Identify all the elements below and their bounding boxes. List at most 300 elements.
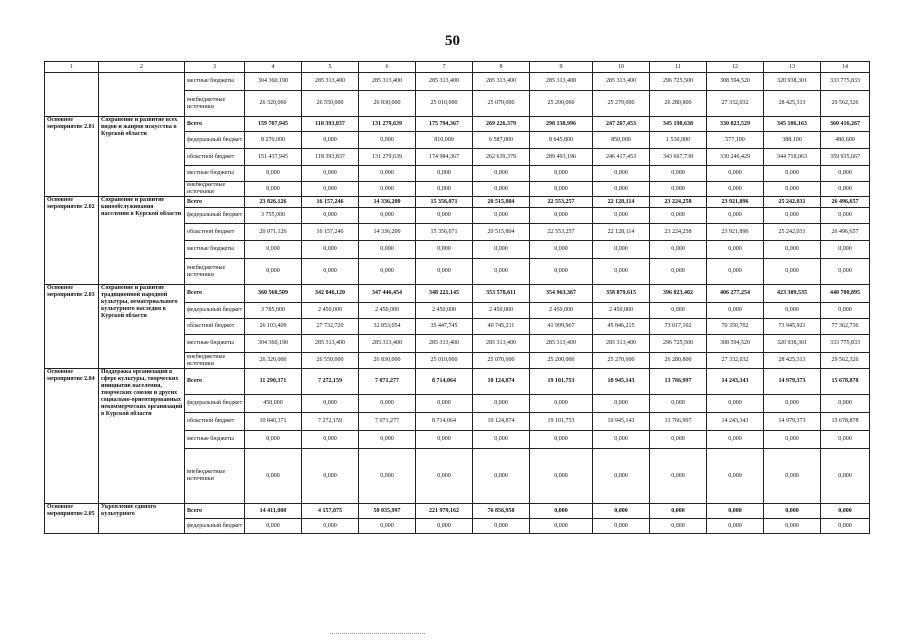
amount-cell: 14 979,373 — [764, 413, 821, 431]
amount-cell: 0,000 — [245, 241, 302, 259]
amount-cell: 2 450,000 — [593, 303, 650, 319]
amount-cell: 0,000 — [707, 519, 764, 534]
amount-cell: 0,000 — [707, 395, 764, 413]
column-header: 13 — [764, 62, 821, 73]
amount-cell: 7 071,277 — [359, 369, 416, 395]
amount-cell: 13 766,997 — [650, 369, 707, 395]
amount-cell: 0,000 — [530, 431, 593, 449]
budget-table — [44, 61, 870, 534]
funding-source-label: Всего — [185, 369, 245, 395]
amount-cell: 73 945,921 — [764, 319, 821, 335]
amount-cell: 7 272,159 — [302, 369, 359, 395]
activity-title: Сохранение и развитие кинообслуживания населения в Курской области — [99, 197, 185, 285]
amount-cell: 0,000 — [593, 449, 650, 504]
amount-cell: 0,000 — [821, 259, 870, 285]
funding-source-label: внебюджетные источники — [185, 259, 245, 285]
amount-cell: 45 846,215 — [593, 319, 650, 335]
amount-cell: 577,100 — [707, 132, 764, 149]
amount-cell: 23 921,896 — [707, 197, 764, 208]
amount-cell: 2 450,000 — [530, 303, 593, 319]
amount-cell: 0,000 — [821, 303, 870, 319]
amount-cell: 22 128,114 — [593, 197, 650, 208]
amount-cell: 0,000 — [473, 259, 530, 285]
column-header: 3 — [185, 62, 245, 73]
amount-cell: 269 226,379 — [473, 117, 530, 132]
amount-cell: 20 515,804 — [473, 197, 530, 208]
amount-cell: 0,000 — [593, 259, 650, 285]
amount-cell: 26 550,000 — [302, 91, 359, 117]
funding-source-label: федеральный бюджет — [185, 132, 245, 149]
amount-cell: 850,000 — [593, 132, 650, 149]
amount-cell: 285 313,400 — [416, 335, 473, 353]
amount-cell: 6 587,000 — [473, 132, 530, 149]
amount-cell: 0,000 — [245, 519, 302, 534]
activity-code: Основное мероприятие 2.04 — [45, 369, 99, 504]
amount-cell: 0,000 — [530, 449, 593, 504]
amount-cell: 0,000 — [530, 504, 593, 519]
amount-cell: 0,000 — [473, 449, 530, 504]
amount-cell: 25 270,000 — [593, 91, 650, 117]
amount-cell: 0,000 — [302, 519, 359, 534]
amount-cell: 0,000 — [707, 504, 764, 519]
table-row — [45, 73, 870, 91]
amount-cell: 0,000 — [359, 519, 416, 534]
amount-cell: 0,000 — [302, 166, 359, 182]
amount-cell: 14 336,200 — [359, 224, 416, 241]
activity-title: Сохранение и развитие всех видов и жанров искусства в Курской области — [99, 117, 185, 197]
amount-cell: 0,000 — [764, 519, 821, 534]
funding-source-label: внебюджетные источники — [185, 91, 245, 117]
footer-mark — [330, 633, 425, 636]
amount-cell: 0,000 — [593, 182, 650, 197]
funding-source-label: областной бюджет — [185, 319, 245, 335]
amount-cell: 0,000 — [245, 166, 302, 182]
amount-cell: 296 725,500 — [650, 335, 707, 353]
amount-cell: 0,000 — [473, 431, 530, 449]
amount-cell: 246 417,453 — [593, 149, 650, 166]
amount-cell: 0,000 — [821, 449, 870, 504]
amount-cell: 25 010,000 — [416, 91, 473, 117]
amount-cell: 345 198,638 — [650, 117, 707, 132]
table-row — [45, 504, 870, 519]
amount-cell: 151 437,945 — [245, 149, 302, 166]
amount-cell: 1 530,900 — [650, 132, 707, 149]
amount-cell: 0,000 — [707, 166, 764, 182]
amount-cell: 0,000 — [593, 395, 650, 413]
amount-cell: 247 267,453 — [593, 117, 650, 132]
amount-cell: 343 667,738 — [650, 149, 707, 166]
amount-cell: 0,000 — [593, 166, 650, 182]
amount-cell: 0,000 — [764, 259, 821, 285]
amount-cell: 76 856,958 — [473, 504, 530, 519]
amount-cell: 0,000 — [473, 241, 530, 259]
amount-cell: 131 279,639 — [359, 149, 416, 166]
amount-cell: 360 416,267 — [821, 117, 870, 132]
amount-cell: 0,000 — [821, 182, 870, 197]
column-header: 4 — [245, 62, 302, 73]
column-number-row — [45, 62, 870, 73]
funding-source-label: областной бюджет — [185, 413, 245, 431]
amount-cell: 16 157,246 — [302, 197, 359, 208]
column-header: 2 — [99, 62, 185, 73]
amount-cell: 0,000 — [359, 166, 416, 182]
table-row — [45, 117, 870, 132]
amount-cell: 0,000 — [593, 208, 650, 224]
amount-cell: 0,000 — [821, 208, 870, 224]
column-header: 12 — [707, 62, 764, 73]
activity-title — [99, 73, 185, 117]
amount-cell: 0,000 — [650, 166, 707, 182]
amount-cell: 0,000 — [593, 241, 650, 259]
amount-cell: 0,000 — [416, 395, 473, 413]
amount-cell: 0,000 — [530, 395, 593, 413]
amount-cell: 0,000 — [764, 182, 821, 197]
funding-source-label: местные бюджеты — [185, 73, 245, 91]
page-number: 50 — [445, 33, 460, 49]
amount-cell: 0,000 — [245, 259, 302, 285]
amount-cell: 0,000 — [821, 504, 870, 519]
amount-cell: 118 393,837 — [302, 117, 359, 132]
amount-cell: 0,000 — [473, 166, 530, 182]
amount-cell: 320 938,301 — [764, 335, 821, 353]
amount-cell: 0,000 — [302, 431, 359, 449]
amount-cell: 0,000 — [821, 166, 870, 182]
amount-cell: 73 017,102 — [650, 319, 707, 335]
amount-cell: 285 313,400 — [302, 73, 359, 91]
funding-source-label: федеральный бюджет — [185, 395, 245, 413]
amount-cell: 0,000 — [764, 449, 821, 504]
amount-cell: 0,000 — [821, 395, 870, 413]
amount-cell: 131 279,639 — [359, 117, 416, 132]
amount-cell: 0,000 — [245, 182, 302, 197]
amount-cell: 14 979,373 — [764, 369, 821, 395]
amount-cell: 19 101,753 — [530, 413, 593, 431]
funding-source-label: федеральный бюджет — [185, 208, 245, 224]
amount-cell: 0,000 — [593, 504, 650, 519]
amount-cell: 20 515,804 — [473, 224, 530, 241]
amount-cell: 2 450,000 — [302, 303, 359, 319]
amount-cell: 358 879,615 — [593, 285, 650, 303]
amount-cell: 23 224,258 — [650, 197, 707, 208]
funding-source-label: Всего — [185, 117, 245, 132]
amount-cell: 26 496,657 — [821, 197, 870, 208]
activity-code: Основное мероприятие 2.02 — [45, 197, 99, 285]
amount-cell: 0,000 — [707, 303, 764, 319]
amount-cell: 0,000 — [650, 182, 707, 197]
activity-code: Основное мероприятие 2.03 — [45, 285, 99, 369]
amount-cell: 285 313,400 — [473, 73, 530, 91]
amount-cell: 0,000 — [764, 395, 821, 413]
amount-cell: 285 313,400 — [416, 73, 473, 91]
amount-cell: 0,000 — [764, 431, 821, 449]
amount-cell: 26 830,000 — [359, 353, 416, 369]
activity-title: Поддержка организаций в сфере культуры, творческих инициатив населения, творческих союзов и других социально-ориентированных некоммерческих организаций в Курской области — [99, 369, 185, 504]
amount-cell: 285 313,400 — [302, 335, 359, 353]
amount-cell: 330 823,529 — [707, 117, 764, 132]
funding-source-label: внебюджетные источники — [185, 353, 245, 369]
activity-code: Основное мероприятие 2.01 — [45, 117, 99, 197]
amount-cell: 4 157,875 — [302, 504, 359, 519]
amount-cell: 0,000 — [650, 504, 707, 519]
amount-cell: 29 562,326 — [821, 353, 870, 369]
funding-source-label: областной бюджет — [185, 149, 245, 166]
amount-cell: 2 450,000 — [473, 303, 530, 319]
amount-cell: 0,000 — [359, 449, 416, 504]
amount-cell: 308 594,520 — [707, 73, 764, 91]
amount-cell: 0,000 — [650, 303, 707, 319]
amount-cell: 26 320,000 — [245, 91, 302, 117]
amount-cell: 285 313,400 — [530, 73, 593, 91]
amount-cell: 423 309,535 — [764, 285, 821, 303]
amount-cell: 388,100 — [764, 132, 821, 149]
amount-cell: 296 725,500 — [650, 73, 707, 91]
amount-cell: 396 023,402 — [650, 285, 707, 303]
amount-cell: 0,000 — [416, 166, 473, 182]
amount-cell: 29 562,326 — [821, 91, 870, 117]
amount-cell: 25 070,000 — [473, 91, 530, 117]
amount-cell: 0,000 — [530, 182, 593, 197]
funding-source-label: местные бюджеты — [185, 241, 245, 259]
amount-cell: 25 200,000 — [530, 91, 593, 117]
amount-cell: 0,000 — [530, 208, 593, 224]
activity-code: Основное мероприятие 2.05 — [45, 504, 99, 534]
amount-cell: 27 332,032 — [707, 353, 764, 369]
funding-source-label: Всего — [185, 504, 245, 519]
column-header: 5 — [302, 62, 359, 73]
amount-cell: 0,000 — [416, 208, 473, 224]
amount-cell: 0,000 — [359, 182, 416, 197]
column-header: 11 — [650, 62, 707, 73]
amount-cell: 333 775,833 — [821, 335, 870, 353]
amount-cell: 262 639,379 — [473, 149, 530, 166]
amount-cell: 19 101,753 — [530, 369, 593, 395]
amount-cell: 23 826,126 — [245, 197, 302, 208]
amount-cell: 0,000 — [764, 241, 821, 259]
activity-title: Укрепление единого культурного — [99, 504, 185, 534]
amount-cell: 308 594,520 — [707, 335, 764, 353]
amount-cell: 10 945,143 — [593, 413, 650, 431]
amount-cell: 0,000 — [416, 241, 473, 259]
amount-cell: 0,000 — [530, 519, 593, 534]
amount-cell: 0,000 — [359, 132, 416, 149]
amount-cell: 320 938,301 — [764, 73, 821, 91]
amount-cell: 23 224,258 — [650, 224, 707, 241]
amount-cell: 0,000 — [764, 504, 821, 519]
amount-cell: 304 360,190 — [245, 73, 302, 91]
activity-code — [45, 73, 99, 117]
amount-cell: 13 766,997 — [650, 413, 707, 431]
amount-cell: 0,000 — [707, 182, 764, 197]
amount-cell: 285 313,400 — [473, 335, 530, 353]
amount-cell: 22 553,257 — [530, 224, 593, 241]
amount-cell: 26 830,000 — [359, 91, 416, 117]
amount-cell: 11 290,371 — [245, 369, 302, 395]
amount-cell: 26 496,657 — [821, 224, 870, 241]
column-header: 8 — [473, 62, 530, 73]
amount-cell: 8 645,800 — [530, 132, 593, 149]
funding-source-label: внебюджетные источники — [185, 182, 245, 197]
amount-cell: 26 280,800 — [650, 353, 707, 369]
amount-cell: 14 336,200 — [359, 197, 416, 208]
amount-cell: 7 071,277 — [359, 413, 416, 431]
amount-cell: 0,000 — [473, 395, 530, 413]
amount-cell: 345 106,163 — [764, 117, 821, 132]
amount-cell: 0,000 — [707, 241, 764, 259]
amount-cell: 0,000 — [821, 241, 870, 259]
amount-cell: 23 921,896 — [707, 224, 764, 241]
amount-cell: 342 046,120 — [302, 285, 359, 303]
amount-cell: 285 313,400 — [359, 335, 416, 353]
amount-cell: 14 243,343 — [707, 413, 764, 431]
amount-cell: 10 124,874 — [473, 413, 530, 431]
amount-cell: 25 242,031 — [764, 224, 821, 241]
amount-cell: 0,000 — [416, 519, 473, 534]
amount-cell: 353 578,611 — [473, 285, 530, 303]
amount-cell: 0,000 — [359, 208, 416, 224]
amount-cell: 7 272,159 — [302, 413, 359, 431]
amount-cell: 50 035,997 — [359, 504, 416, 519]
amount-cell: 25 270,000 — [593, 353, 650, 369]
amount-cell: 27 332,032 — [707, 91, 764, 117]
amount-cell: 15 356,071 — [416, 224, 473, 241]
amount-cell: 359 935,667 — [821, 149, 870, 166]
funding-source-label: областной бюджет — [185, 224, 245, 241]
amount-cell: 221 979,162 — [416, 504, 473, 519]
amount-cell: 27 732,720 — [302, 319, 359, 335]
amount-cell: 2 450,000 — [416, 303, 473, 319]
amount-cell: 26 550,000 — [302, 353, 359, 369]
funding-source-label: местные бюджеты — [185, 166, 245, 182]
amount-cell: 35 447,745 — [416, 319, 473, 335]
amount-cell: 0,000 — [302, 241, 359, 259]
amount-cell: 41 999,967 — [530, 319, 593, 335]
amount-cell: 0,000 — [764, 208, 821, 224]
amount-cell: 28 425,313 — [764, 353, 821, 369]
amount-cell: 40 745,211 — [473, 319, 530, 335]
amount-cell: 480,600 — [821, 132, 870, 149]
amount-cell: 20 071,126 — [245, 224, 302, 241]
amount-cell: 0,000 — [530, 241, 593, 259]
activity-title: Сохранение и развитие традиционной народной культуры, нематериального культурного наследия в Курской области — [99, 285, 185, 369]
amount-cell: 298 138,996 — [530, 117, 593, 132]
amount-cell: 15 356,071 — [416, 197, 473, 208]
amount-cell: 16 157,246 — [302, 224, 359, 241]
funding-source-label: федеральный бюджет — [185, 303, 245, 319]
amount-cell: 25 242,031 — [764, 197, 821, 208]
amount-cell: 0,000 — [650, 431, 707, 449]
amount-cell: 289 493,196 — [530, 149, 593, 166]
amount-cell: 159 707,945 — [245, 117, 302, 132]
amount-cell: 0,000 — [359, 241, 416, 259]
amount-cell: 0,000 — [650, 449, 707, 504]
amount-cell: 10 840,371 — [245, 413, 302, 431]
funding-source-label: Всего — [185, 285, 245, 303]
amount-cell: 22 128,114 — [593, 224, 650, 241]
funding-source-label: Всего — [185, 197, 245, 208]
column-header: 14 — [821, 62, 870, 73]
funding-source-label: местные бюджеты — [185, 335, 245, 353]
amount-cell: 0,000 — [650, 395, 707, 413]
column-header: 1 — [45, 62, 99, 73]
amount-cell: 0,000 — [473, 208, 530, 224]
amount-cell: 0,000 — [593, 431, 650, 449]
amount-cell: 25 200,000 — [530, 353, 593, 369]
amount-cell: 347 446,454 — [359, 285, 416, 303]
amount-cell: 26 280,800 — [650, 91, 707, 117]
amount-cell: 14 243,343 — [707, 369, 764, 395]
amount-cell: 28 425,313 — [764, 91, 821, 117]
table-body — [45, 73, 870, 534]
amount-cell: 14 411,000 — [245, 504, 302, 519]
amount-cell: 10 124,874 — [473, 369, 530, 395]
amount-cell: 174 984,367 — [416, 149, 473, 166]
column-header: 9 — [530, 62, 593, 73]
amount-cell: 2 450,000 — [359, 303, 416, 319]
amount-cell: 285 313,400 — [593, 73, 650, 91]
amount-cell: 8 714,064 — [416, 369, 473, 395]
amount-cell: 0,000 — [473, 182, 530, 197]
amount-cell: 0,000 — [302, 208, 359, 224]
amount-cell: 0,000 — [650, 208, 707, 224]
amount-cell: 440 700,895 — [821, 285, 870, 303]
amount-cell: 0,000 — [707, 259, 764, 285]
amount-cell: 360 568,509 — [245, 285, 302, 303]
amount-cell: 32 853,054 — [359, 319, 416, 335]
amount-cell: 8 714,064 — [416, 413, 473, 431]
amount-cell: 0,000 — [650, 241, 707, 259]
amount-cell: 25 010,000 — [416, 353, 473, 369]
amount-cell: 330 246,429 — [707, 149, 764, 166]
amount-cell: 0,000 — [707, 208, 764, 224]
amount-cell: 0,000 — [416, 431, 473, 449]
column-header: 10 — [593, 62, 650, 73]
amount-cell: 0,000 — [650, 259, 707, 285]
column-header: 6 — [359, 62, 416, 73]
amount-cell: 175 794,367 — [416, 117, 473, 132]
amount-cell: 118 393,837 — [302, 149, 359, 166]
amount-cell: 0,000 — [302, 395, 359, 413]
amount-cell: 8 270,000 — [245, 132, 302, 149]
amount-cell: 354 963,367 — [530, 285, 593, 303]
amount-cell: 0,000 — [302, 449, 359, 504]
amount-cell: 0,000 — [359, 431, 416, 449]
amount-cell: 70 350,702 — [707, 319, 764, 335]
amount-cell: 344 718,063 — [764, 149, 821, 166]
amount-cell: 0,000 — [530, 166, 593, 182]
amount-cell: 0,000 — [821, 431, 870, 449]
amount-cell: 285 313,400 — [359, 73, 416, 91]
amount-cell: 0,000 — [473, 519, 530, 534]
amount-cell: 450,000 — [245, 395, 302, 413]
amount-cell: 0,000 — [764, 303, 821, 319]
amount-cell: 3 755,000 — [245, 208, 302, 224]
amount-cell: 333 775,833 — [821, 73, 870, 91]
amount-cell: 15 678,878 — [821, 369, 870, 395]
amount-cell: 0,000 — [302, 182, 359, 197]
amount-cell: 0,000 — [593, 519, 650, 534]
amount-cell: 0,000 — [821, 519, 870, 534]
amount-cell: 0,000 — [707, 431, 764, 449]
funding-source-label: внебюджетные источники — [185, 449, 245, 504]
amount-cell: 0,000 — [416, 182, 473, 197]
amount-cell: 0,000 — [707, 449, 764, 504]
table-row — [45, 369, 870, 395]
amount-cell: 285 313,400 — [530, 335, 593, 353]
column-header: 7 — [416, 62, 473, 73]
amount-cell: 0,000 — [530, 259, 593, 285]
amount-cell: 0,000 — [302, 259, 359, 285]
funding-source-label: федеральный бюджет — [185, 519, 245, 534]
